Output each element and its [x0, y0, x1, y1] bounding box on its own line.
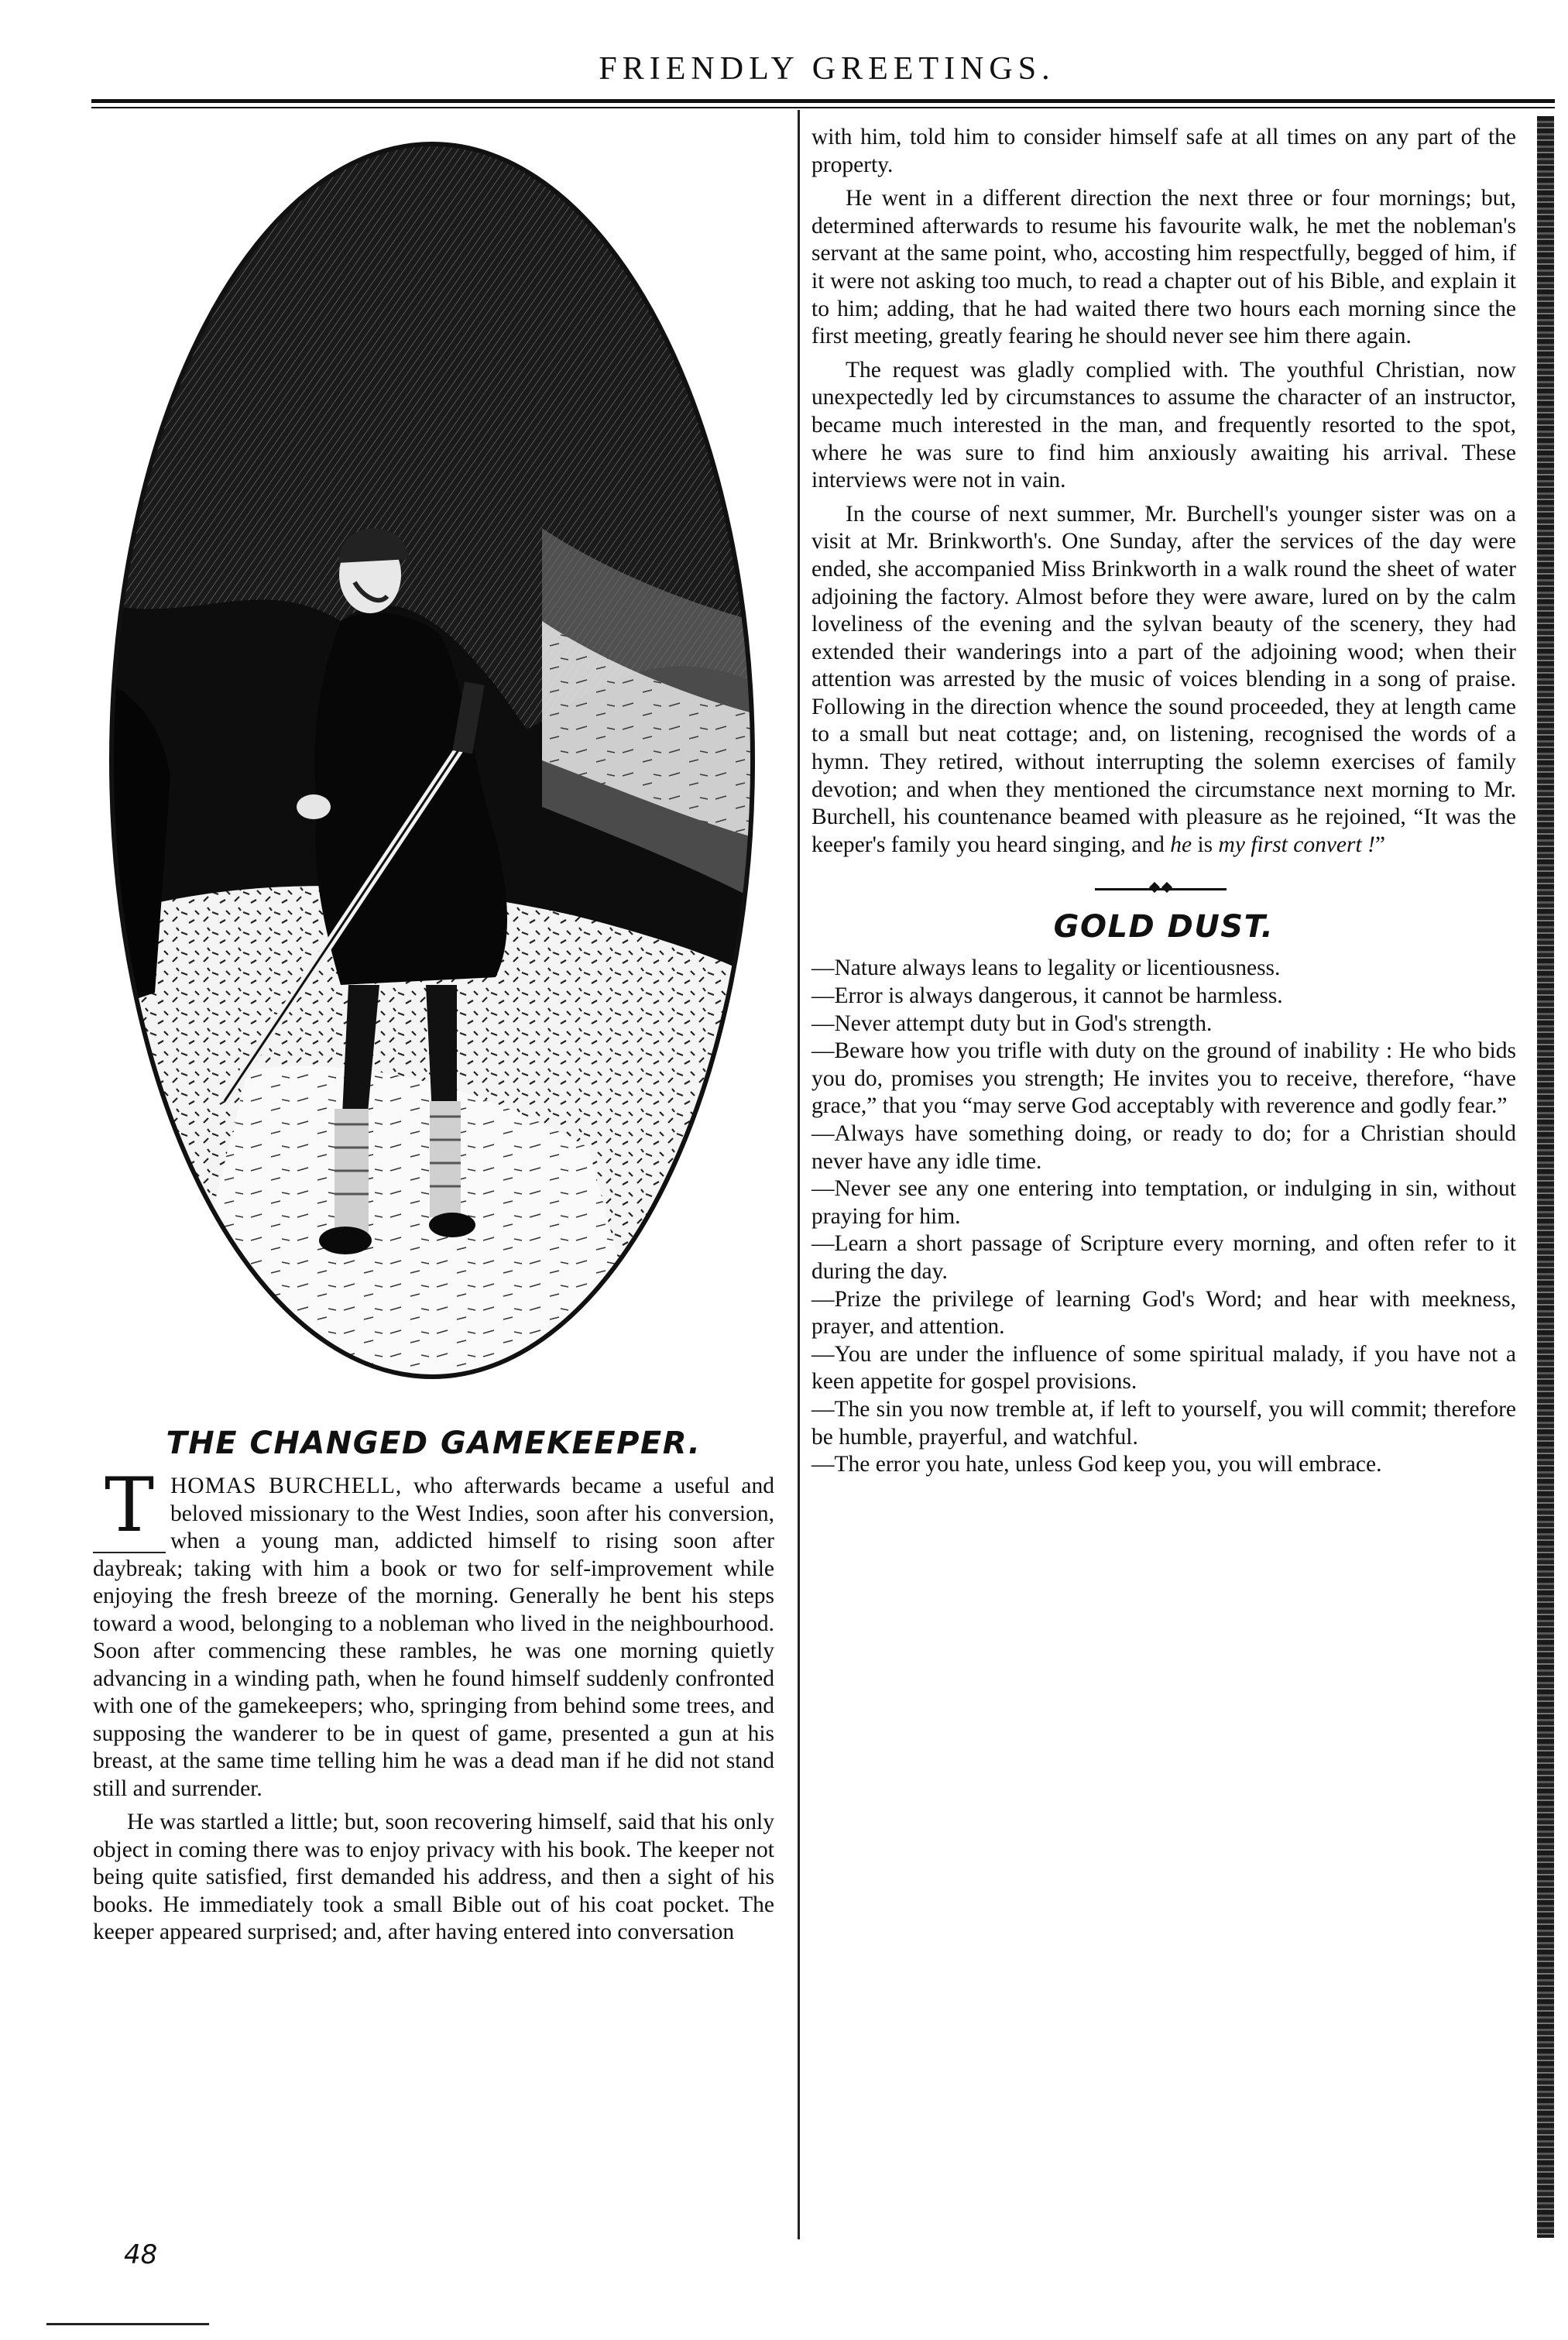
gold-dust-item: —Never see any one entering into temptation, or indulging in sin, without praying for him.	[811, 1176, 1516, 1229]
gold-dust-list	[811, 955, 1516, 1478]
article-paragraph-5-mid: is	[1192, 832, 1219, 857]
gold-dust-item: —You are under the influence of some spiritual malady, if you have not a keen appetite for gospel provisions.	[811, 1341, 1516, 1395]
gamekeeper-illustration	[108, 141, 756, 1380]
engraving-image	[108, 141, 756, 1380]
article-paragraph-5	[811, 501, 1516, 859]
header-rule-thick	[91, 99, 1555, 103]
divider-diamond	[1161, 882, 1172, 893]
article-title: THE CHANGED GAMEKEEPER.	[166, 1426, 702, 1461]
article-paragraph-4: The request was gladly complied with. The youthful Christian, now unexpectedly led by circumstances to assume the character of an instructor, became much interested in the man, and frequently resorted to the spot, where he was sure to find him anxiously awaiting his arrival. These interviews were not in vain.	[811, 357, 1516, 493]
article-paragraph-2: He was startled a little; but, soon recovering himself, said that his only object in coming there was to enjoy privacy with his book. The keeper not being quite satisfied, first demanded his address, and then a sight of his books. He immediately took a small Bible out of his coat pocket. The keeper appeared surprised; and, after having entered into conversation	[93, 1810, 774, 1944]
gold-dust-item: —Prize the privilege of learning God's Word; and hear with meekness, prayer, and attention.	[811, 1286, 1516, 1340]
gold-dust-item: —Beware how you trifle with duty on the ground of inability : He who bids you do, promises you strength; He invites you to receive, therefore, “have grace,” that you “may serve God acceptably with reverence and godly fear.”	[811, 1038, 1516, 1119]
left-column	[93, 1425, 774, 1947]
right-column	[811, 124, 1516, 1479]
gold-dust-title: GOLD DUST.	[1053, 909, 1275, 945]
column-divider	[798, 110, 800, 2239]
page-number: 48	[124, 2239, 158, 2270]
header-rule-thin	[91, 107, 1555, 108]
gold-dust-item: —Always have something doing, or ready to do; for a Christian should never have any idle time.	[811, 1121, 1516, 1174]
divider-line	[1095, 888, 1227, 890]
section-divider-ornament	[811, 885, 1516, 893]
gold-dust-item: —Learn a short passage of Scripture every morning, and often refer to it during the day.	[811, 1231, 1516, 1284]
article-paragraph-5-end: ”	[1374, 832, 1385, 857]
gold-dust-item: —Never attempt duty but in God's strength.	[811, 1010, 1213, 1036]
emphasis-first-convert: my first convert !	[1218, 832, 1375, 857]
page-edge-binding	[1537, 116, 1554, 2238]
gold-dust-item: —Error is always dangerous, it cannot be harmless.	[811, 983, 1283, 1009]
article-paragraph-3: He went in a different direction the next three or four mornings; but, determined afterwards to resume his favourite walk, he met the nobleman's servant at the same point, who, accosting him respectfully, begged of him, if it were not asking too much, to read a chapter out of his Bible, and explain it to him; adding, that he had waited there two hours each morning since the first meeting, greatly fearing he should never see him there again.	[811, 186, 1516, 349]
divider-diamond	[1149, 882, 1160, 893]
emphasis-he: he	[1170, 832, 1192, 857]
footer-rule	[46, 2323, 209, 2325]
article-lead-name: HOMAS BURCHELL,	[170, 1474, 403, 1498]
running-head: FRIENDLY GREETINGS.	[599, 51, 1055, 87]
article-paragraph-1-text: who afterwards became a useful and beloved missionary to the West Indies, soon after his conversion, when a young man, addicted himself to rising soon after daybreak; taking with him a book or two for self-improvement while enjoying the fresh breeze of the morning. Generally he bent his steps toward a wood, belonging to a nobleman who lived in the neighbourhood. Soon after commencing these rambles, he was one morning quietly advancing in a winding path, when he found himself suddenly confronted with one of the gamekeepers; who, springing from behind some trees, and supposing the wanderer to be in quest of game, presented a gun at his breast, at the same time telling him he was a dead man if he did not stand still and surrender.	[93, 1474, 775, 1801]
gold-dust-item: —The sin you now tremble at, if left to yourself, you will commit; therefore be humble, prayerful, and watchful.	[811, 1396, 1516, 1450]
article-paragraph-1	[93, 1462, 775, 1803]
gold-dust-item: —The error you hate, unless God keep you, you will embrace.	[811, 1452, 1382, 1477]
dropcap-letter: T	[93, 1474, 166, 1553]
gold-dust-item: —Nature always leans to legality or licentiousness.	[811, 956, 1281, 981]
article-paragraph-5-text: In the course of next summer, Mr. Burchell's younger sister was on a visit at Mr. Brinkworth's. One Sunday, after the services of the day were ended, she accompanied Miss Brinkworth in a walk round the sheet of water adjoining the factory. Almost before they were aware, lured on by the calm loveliness of the evening and the sylvan beauty of the scenery, they had extended their wanderings into a part of the adjoining wood; when their attention was arrested by the music of voices blending in a song of praise. Following in the direction whence the sound proceeded, they at length came to a small but neat cottage; and, on listening, recognised the words of a hymn. They retired, without interrupting the solemn exercises of family devotion; and when they mentioned the circumstance next morning to Mr. Burchell, his countenance beamed with pleasure as he rejoined, “It was the keeper's family you heard singing, and	[811, 501, 1516, 857]
article-continuation: with him, told him to consider himself safe at all times on any part of the property.	[811, 125, 1516, 177]
